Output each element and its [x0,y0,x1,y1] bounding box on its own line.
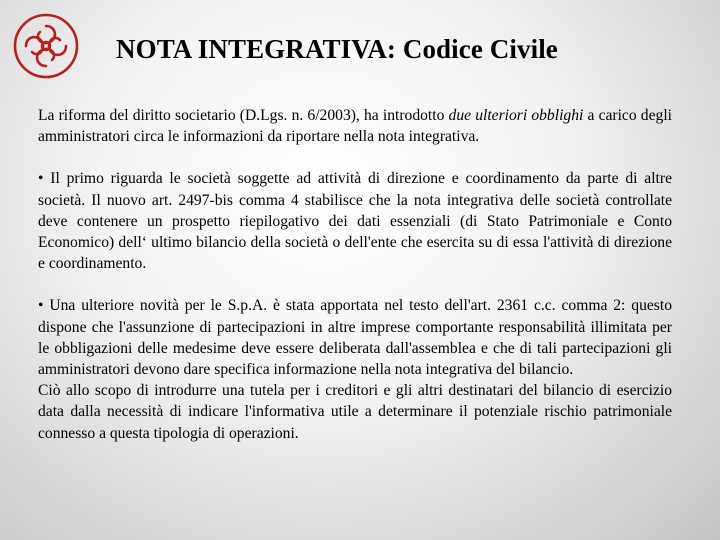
slide-title: NOTA INTEGRATIVA: Codice Civile [116,34,558,64]
closing-paragraph: Ciò allo scopo di introdurre una tutela per i creditori e gli altri destinatari del bilancio di esercizio data dalla necessità di indicare l'informativa utile a determinare il potenziale rischio patrimoniale connesso a questa tipologia di operazioni. [38,382,672,442]
bullet-paragraph-1 [38,168,672,274]
bullet-text: Una ulteriore novità per le S.p.A. è stata apportata nel testo dell'art. 2361 c.c. comma 2: questo dispone che l'assunzione di partecipazioni in altre imprese comportante responsabilità illimitata per le obbligazioni delle medesime deve essere deliberata dall'assemblea e che di tali partecipazioni gli amministratori devono dare specifica informazione nella nota integrativa del bilancio. [38,297,672,379]
bullet-text: Il primo riguarda le società soggette ad attività di direzione e coordinamento da parte di altre società. Il nuovo art. 2497-bis comma 4 stabilisce che la nota integrativa delle società controllate deve contenere un prospetto riepilogativo dei dati essenziali (di Stato Patrimoniale e Conto Economico) dell‘ ultimo bilancio della società o dell'ente che esercita su di essa l'attività di direzione e coordinamento. [38,170,672,273]
bullet-marker: • [38,297,44,315]
bullet-marker: • [38,170,44,188]
bullet-paragraph-2 [38,295,672,380]
dottori-commercialisti-logo-icon [12,12,80,80]
intro-text-end: a carico degli amministratori circa le informazioni da riportare nella nota integrativa. [38,107,672,146]
intro-text-start: La riforma del diritto societario (D.Lgs. n. 6/2003), ha introdotto [38,107,449,124]
intro-paragraph [38,105,672,147]
slide-body [38,105,672,444]
intro-emphasis: due ulteriori obblighi [448,107,584,124]
